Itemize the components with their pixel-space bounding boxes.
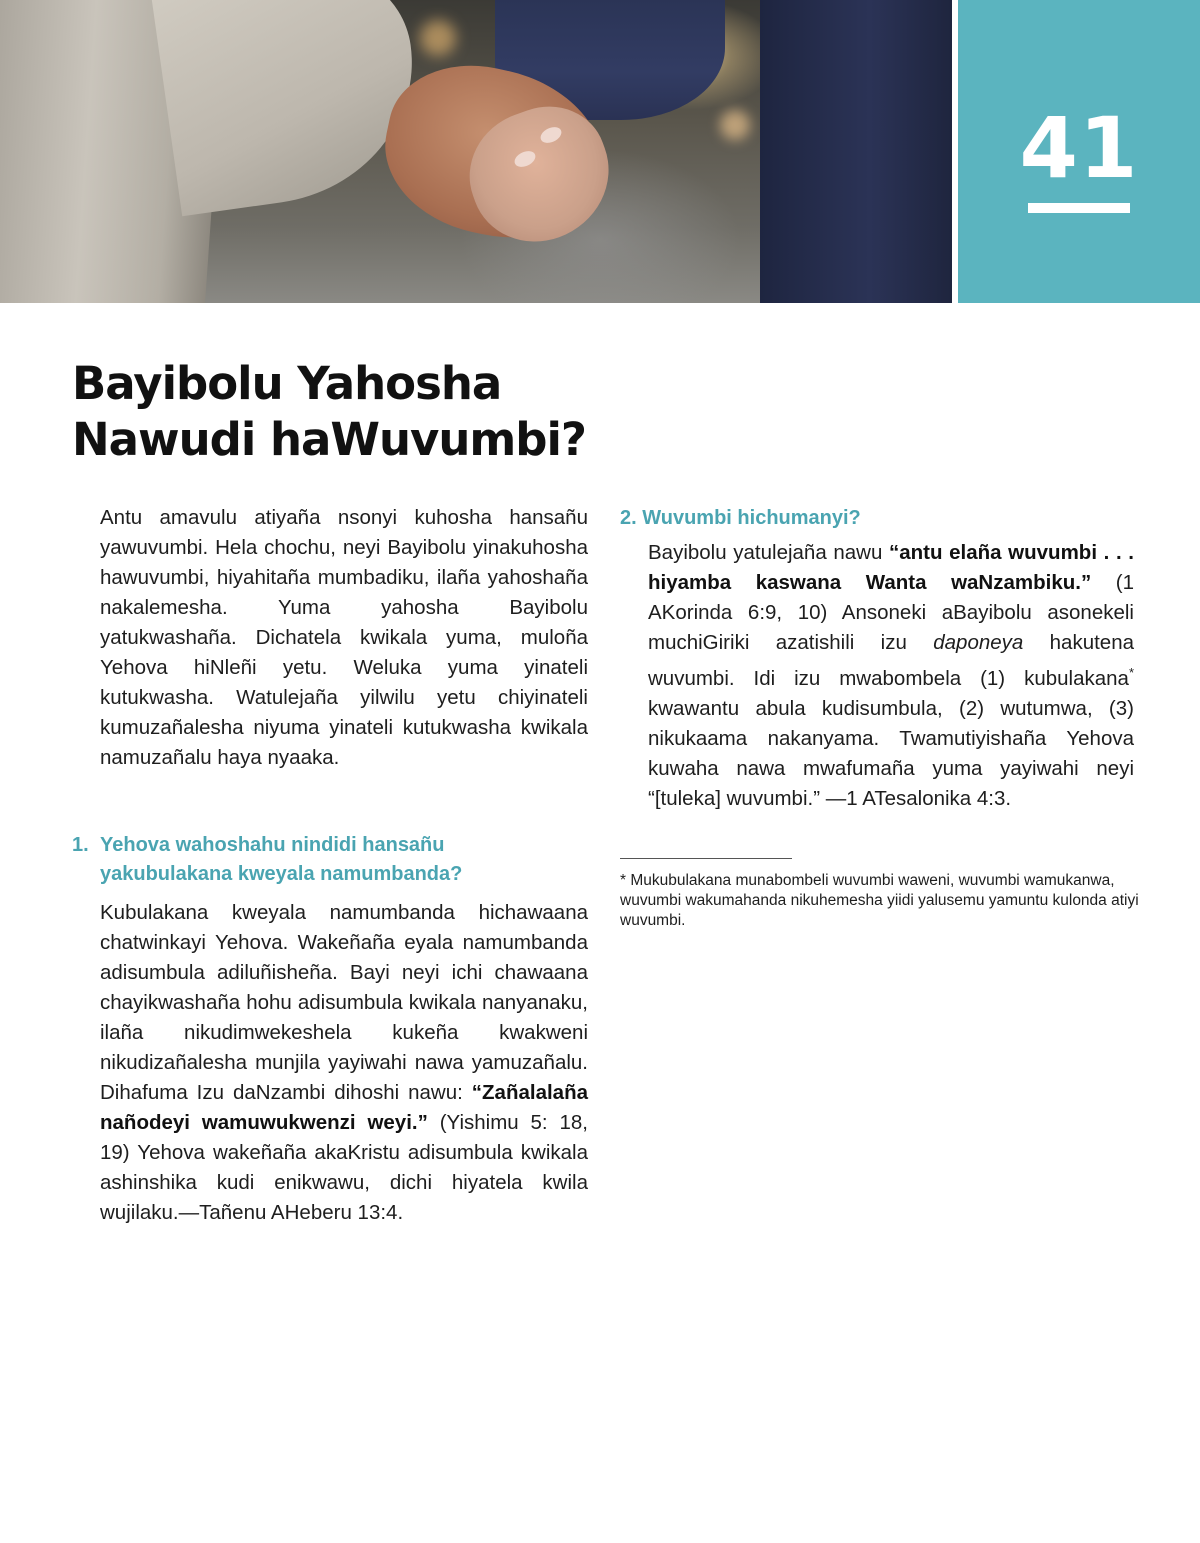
section1-quote: “Zañalalaña nañodeyi wamuwukwenzi weyi.” <box>100 1081 588 1134</box>
lesson-number-badge <box>958 0 1200 303</box>
intro-column <box>100 503 588 773</box>
page-title-line2: Nawudi haWuvumbi? <box>72 413 587 466</box>
section1-text-a: Kubulakana kweyala namumbanda hichawaana chatwinkayi Yehova. Wakeñaña eyala namumbanda adisumbula adiluñisheña. Bayi neyi ichi chawaana chayikwashaña hohu adisumbula kwikala nanyanaku, ilaña nikudimwekeshela kukeña kwakweni nikudizañalesha munjila yayiwahi nawa yamuzañalu. Dihafuma Izu daNzambi dihoshi nawu: <box>100 901 588 1104</box>
intro-paragraph: Antu amavulu atiyaña nsonyi kuhosha hansañu yawuvumbi. Hela chochu, neyi Bayibolu yinakuhosha hawuvumbi, hiyahitaña mumbadiku, ilaña yahoshaña nakalemesha. Yuma yahosha Bayibolu yatukwashaña. Dichatela kwikala yuma, muloña Yehova hiNleñi yetu. Weluka yuma yinateli kutukwasha. Watulejaña yilwilu yetu chiyinateli kumuzañalesha niyuma yinateli kutukwasha kwikala namuzañalu haya nyaaka. <box>100 506 588 769</box>
section2-paragraph <box>648 538 1134 814</box>
lesson-number: 41 <box>1019 99 1139 197</box>
page-title <box>72 356 712 468</box>
section1-body <box>100 898 588 1228</box>
footnote-text: * Mukubulakana munabombeli wuvumbi waweni, wuvumbi wamukanwa, wuvumbi wakumahanda nikuhemesha yiidi yalusemu yamuntu kulonda atiyi wuvumbi. <box>620 872 1139 929</box>
lesson-number-underline <box>1028 203 1130 213</box>
section2-text-d: kwawantu abula kudisumbula, (2) wutumwa, (3) nikukaama nakanyama. Twamutiyishaña Yehova kuwaha nawa mwafumaña yuma yayiwahi neyi “[tuleka] wuvumbi.” —1 ATesalonika 4:3. <box>648 696 1134 810</box>
header-photo-holding-hands <box>0 0 952 303</box>
section2-quote: “antu elaña wuvumbi . . . hiyamba kaswana Wanta waNzambiku.” <box>648 541 1134 594</box>
section1-paragraph <box>100 898 588 1228</box>
section2-term: daponeya <box>933 631 1024 654</box>
section2-text-b: (1 AKorinda 6:9, 10) Ansoneki aBayibolu asonekeli muchiGiriki azatishili izu <box>648 571 1134 654</box>
section1-question <box>72 831 592 889</box>
section1-number: 1. <box>72 834 89 856</box>
section1-question-line2: yakubulakana kweyala namumbanda? <box>100 863 463 885</box>
section1-question-line1: Yehova wahoshahu nindidi hansañu <box>100 834 445 856</box>
section2-body <box>648 538 1134 814</box>
section2-text-a: Bayibolu yatulejaña nawu <box>648 541 889 564</box>
footnote-divider <box>620 858 792 859</box>
section2-question: 2. Wuvumbi hichumanyi? <box>620 507 861 529</box>
section2-text-c: hakutena wuvumbi. Idi izu mwabombela (1) kubulakana <box>648 631 1134 690</box>
section1-text-b: (Yishimu 5: 18, 19) Yehova wakeñaña akaKristu adisumbula kwikala ashinshika kudi enikwawu, dichi hiyatela kwila wujilaku.—Tañenu AHeberu 13:4. <box>100 1111 588 1224</box>
page-title-line1: Bayibolu Yahosha <box>72 357 502 410</box>
footnote-marker[interactable]: * <box>1128 665 1134 680</box>
